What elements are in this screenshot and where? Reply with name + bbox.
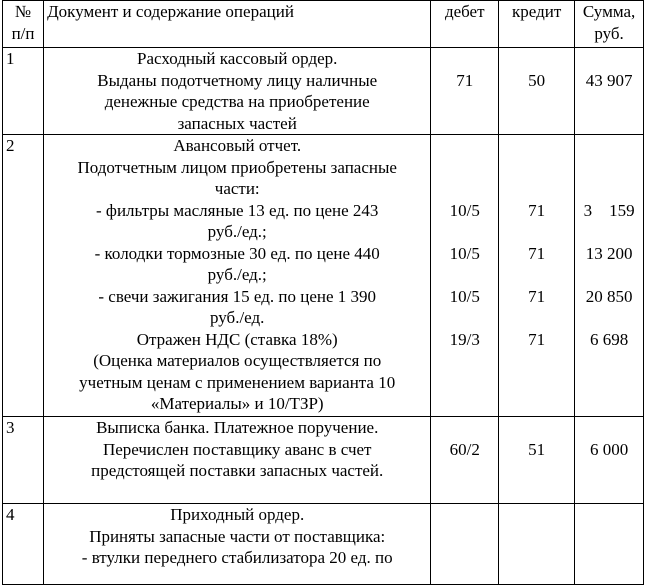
sum-value: 13 200 bbox=[585, 243, 633, 263]
row-debit bbox=[431, 504, 499, 585]
doc-line: Приняты запасные части от поставщика: bbox=[89, 526, 386, 546]
row-debit bbox=[431, 135, 499, 417]
row-sum bbox=[575, 504, 644, 585]
debit-value: 10/5 bbox=[449, 286, 480, 306]
doc-line: предстоящей поставки запасных частей. bbox=[91, 461, 384, 480]
doc-line: (Оценка материалов осуществляется по bbox=[93, 351, 382, 370]
debit-value: 19/3 bbox=[449, 329, 480, 349]
doc-line: Расходный кассовый ордер. bbox=[137, 49, 338, 68]
table-row bbox=[3, 504, 644, 585]
doc-line: руб./ед.; bbox=[207, 222, 267, 241]
row-credit bbox=[499, 135, 575, 417]
row-debit bbox=[431, 48, 499, 135]
row-document bbox=[44, 135, 431, 417]
row-sum bbox=[575, 48, 644, 135]
doc-line: Авансовый отчет. bbox=[173, 136, 302, 155]
doc-line: учетным ценам с применением варианта 10 bbox=[79, 372, 396, 392]
header-num-line1: № bbox=[14, 2, 32, 21]
doc-line: руб./ед. bbox=[210, 308, 265, 327]
row-credit bbox=[499, 417, 575, 504]
header-sum bbox=[575, 1, 644, 48]
header-credit: кредит bbox=[499, 1, 575, 48]
doc-line: Выданы подотчетному лицу наличные bbox=[97, 70, 378, 90]
credit-value: 50 bbox=[528, 70, 546, 90]
doc-line: Выписка банка. Платежное поручение. bbox=[96, 418, 379, 437]
row-credit bbox=[499, 48, 575, 135]
doc-line: - фильтры масляные 13 ед. по цене 243 bbox=[96, 200, 379, 220]
sum-value: 3 159 bbox=[583, 200, 635, 220]
doc-line: денежные средства на приобретение bbox=[104, 92, 370, 111]
doc-line: руб./ед.; bbox=[207, 265, 267, 284]
row-number: 1 bbox=[3, 48, 44, 135]
table-row bbox=[3, 48, 644, 135]
table-header-row bbox=[3, 1, 644, 48]
doc-line: запасных частей bbox=[177, 113, 297, 133]
table-row bbox=[3, 417, 644, 504]
row-document bbox=[44, 417, 431, 504]
sum-value: 20 850 bbox=[585, 286, 633, 306]
debit-value: 60/2 bbox=[449, 439, 480, 459]
credit-value: 71 bbox=[528, 329, 546, 349]
doc-line: - свечи зажигания 15 ед. по цене 1 390 bbox=[98, 286, 377, 306]
row-credit bbox=[499, 504, 575, 585]
debit-value: 71 bbox=[456, 70, 474, 90]
sum-value: 6 000 bbox=[589, 439, 629, 459]
credit-value: 71 bbox=[528, 286, 546, 306]
debit-value: 10/5 bbox=[449, 243, 480, 263]
header-sum-line1: Сумма, bbox=[582, 2, 636, 21]
doc-line: - колодки тормозные 30 ед. по цене 440 bbox=[94, 243, 380, 263]
row-number: 4 bbox=[3, 504, 44, 585]
row-document bbox=[44, 504, 431, 585]
row-number: 3 bbox=[3, 417, 44, 504]
debit-value: 10/5 bbox=[449, 200, 480, 220]
operations-table bbox=[2, 0, 644, 585]
row-sum bbox=[575, 135, 644, 417]
doc-line: Приходный ордер. bbox=[170, 505, 305, 524]
doc-line: «Материалы» и 10/ТЗР) bbox=[150, 394, 324, 413]
table-row bbox=[3, 135, 644, 417]
header-debit: дебет bbox=[431, 1, 499, 48]
header-num-line2: п/п bbox=[11, 23, 35, 43]
doc-line: части: bbox=[214, 179, 260, 198]
sum-value: 6 698 bbox=[589, 329, 629, 349]
doc-line: Подотчетным лицом приобретены запасные bbox=[77, 157, 397, 177]
row-document bbox=[44, 48, 431, 135]
header-num bbox=[3, 1, 44, 48]
row-number: 2 bbox=[3, 135, 44, 417]
row-debit bbox=[431, 417, 499, 504]
row-sum bbox=[575, 417, 644, 504]
doc-line: Перечислен поставщику аванс в счет bbox=[102, 439, 372, 459]
header-document: Документ и содержание операций bbox=[44, 1, 431, 48]
doc-line: - втулки переднего стабилизатора 20 ед. по bbox=[81, 548, 393, 567]
credit-value: 71 bbox=[528, 243, 546, 263]
header-sum-line2: руб. bbox=[594, 23, 624, 43]
doc-line: Отражен НДС (ставка 18%) bbox=[136, 329, 338, 349]
sum-value: 43 907 bbox=[585, 70, 633, 90]
credit-value: 71 bbox=[528, 200, 546, 220]
credit-value: 51 bbox=[528, 439, 546, 459]
